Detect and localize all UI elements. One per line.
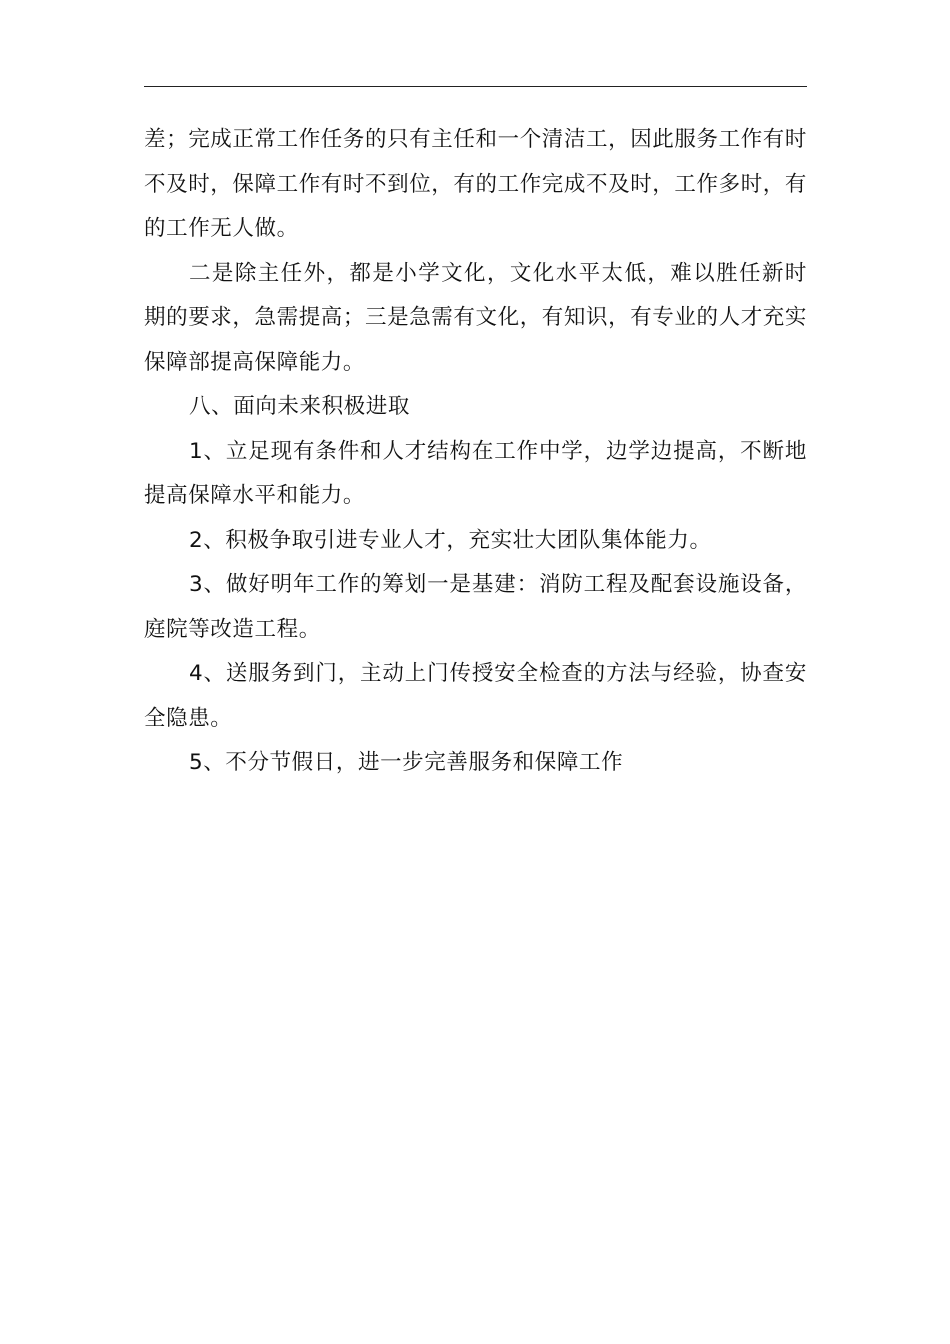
paragraph-education-issue: 二是除主任外，都是小学文化，文化水平太低，难以胜任新时期的要求，急需提高；三是急需有文化，有知识，有专业的人才充实保障部提高保障能力。 [144,260,808,375]
list-item-5: 5、不分节假日，进一步完善服务和保障工作 [189,750,624,775]
section-heading-eight: 八、面向未来积极进取 [189,394,411,419]
list-item-4: 4、送服务到门，主动上门传授安全检查的方法与经验，协查安全隐患。 [144,661,807,731]
paragraph-continuation: 差；完成正常工作任务的只有主任和一个清洁工，因此服务工作有时不及时，保障工作有时不到位，有的工作完成不及时，工作多时，有的工作无人做。 [144,127,808,241]
list-item-3: 3、做好明年工作的筹划一是基建：消防工程及配套设施设备，庭院等改造工程。 [144,572,807,642]
list-item-1: 1、立足现有条件和人才结构在工作中学，边学边提高，不断地提高保障水平和能力。 [144,438,807,508]
header-rule [144,86,807,87]
document-body [144,118,807,786]
list-item-2: 2、积极争取引进专业人才，充实壮大团队集体能力。 [189,527,712,553]
